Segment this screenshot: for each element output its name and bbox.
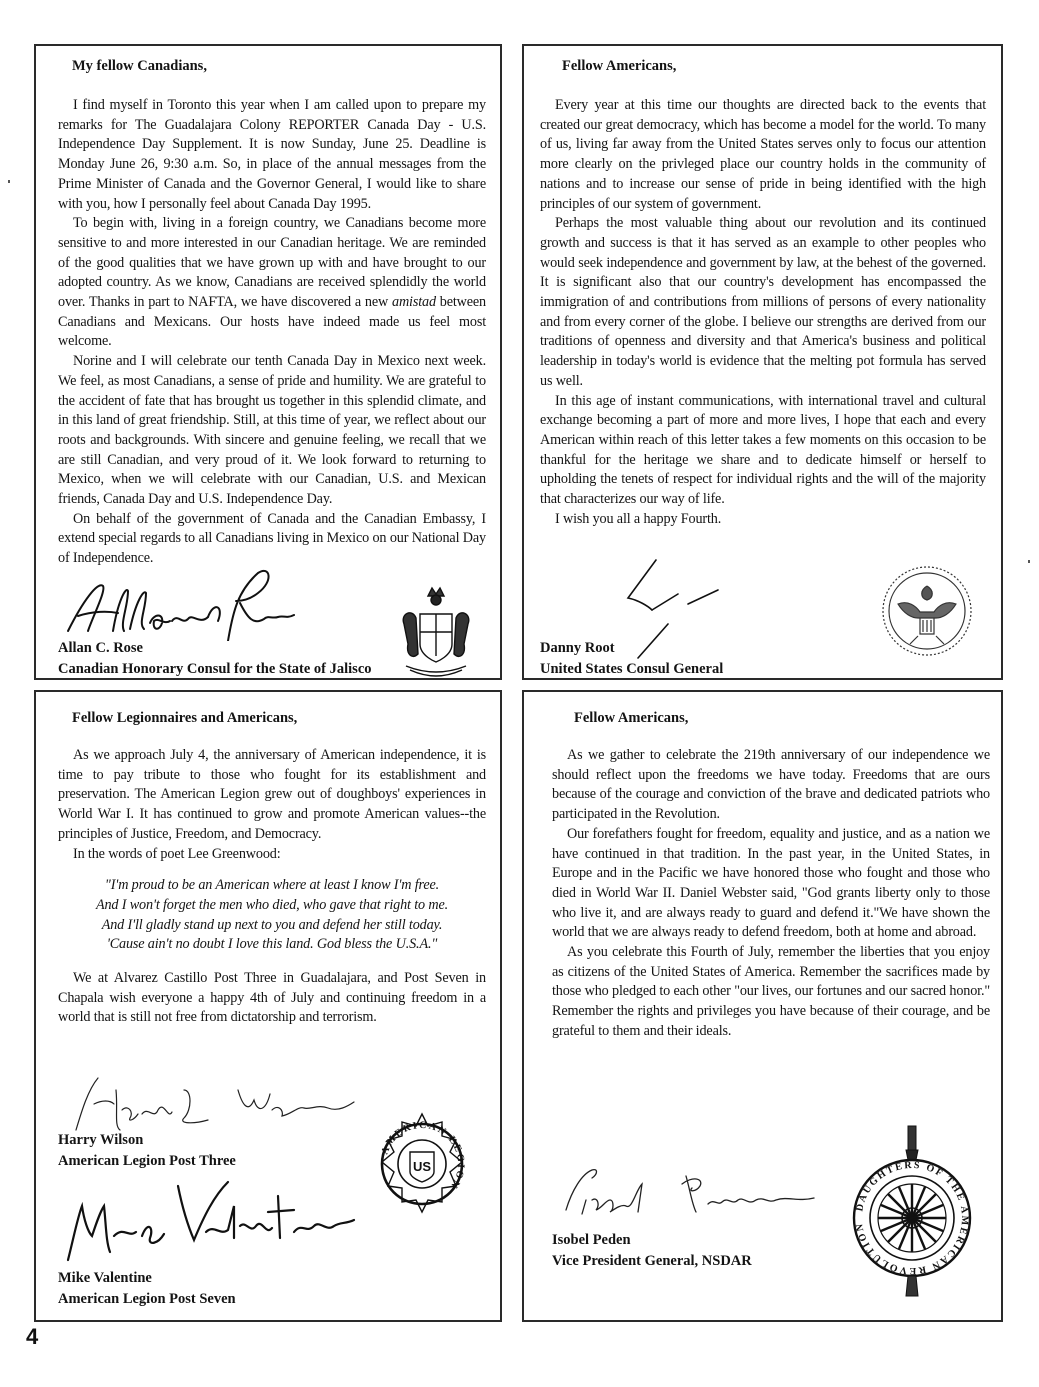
dar-signer-title: Vice President General, NSDAR [552, 1253, 752, 1269]
legion-salutation: Fellow Legionnaires and Americans, [72, 710, 298, 726]
canada-letter-box [34, 44, 502, 680]
usa-letter-body [540, 96, 986, 529]
poem-line: And I'll gladly stand up next to you and defend her still today. [101, 916, 443, 933]
canada-paragraph: Norine and I will celebrate our tenth Canada Day in Mexico next week. We feel, as most Canadians, a sense of pride and humility. We are grateful to the accident of fate that has brought us together in this splendid climate, and in this land of great friendship. Still, at this time of year, we reflect about our roots and backgrounds. With sincere and genuine feeling, we recall that we are still Canadian, and very proud of it. We look forward to returning to Mexico, when we will celebrate with our Canadian, U.S. and Mexican friends, Canada Day and U.S. Independence Day. [58, 353, 486, 508]
legion-signer1-block [58, 1130, 236, 1172]
legion-seal-center-text: US [412, 1159, 432, 1174]
dar-signer-block [552, 1230, 752, 1272]
mike-valentine-signature [58, 1176, 358, 1268]
american-legion-letter-box [34, 690, 502, 1322]
usa-signer-title: United States Consul General [540, 661, 724, 677]
dar-seal-ring-text: DAUGHTERS OF THE AMERICAN REVOLUTION [854, 1159, 971, 1277]
dar-paragraph: As we gather to celebrate the 219th anniversary of our independence we should reflect upon the freedoms we have today. Freedoms that are ours because of the courage and conviction of the brave and dedicated patriots who participated in the Revolution. [552, 747, 990, 823]
amistad-emphasis: amistad [392, 294, 436, 311]
canada-signer-title: Canadian Honorary Consul for the State of Jalisco [58, 661, 372, 677]
dar-insignia-icon [846, 1124, 978, 1298]
dar-paragraph: As you celebrate this Fourth of July, remember the liberties that you enjoy as citizens of the United States of America. Remember the sacrifices made by those who pledged to each other "our lives, our fortunes and our sacred honor." Remember the rights and privileges you have because of their courage, and be grateful to them and their ideals. [552, 944, 990, 1039]
legion-paragraph: In the words of poet Lee Greenwood: [73, 845, 281, 862]
poem-line: 'Cause ain't no doubt I love this land. God bless the U.S.A." [106, 936, 438, 953]
allan-rose-signature [58, 561, 298, 641]
us-consul-letter-box [522, 44, 1003, 680]
dar-letter-body [552, 746, 990, 1042]
canada-paragraph: To begin with, living in a foreign country, we Canadians become more sensitive to and more interested in our Canadian heritage. We are reminded of the good qualities that we have grown up with and have brought to our adopted country. As we know, Canadians are received splendidly the world over. Thanks in part to NAFTA, we have discovered a new amistad between Canadians and Mexicans. Our hosts have indeed made us feel most welcome. [58, 215, 486, 350]
dar-letter-box [522, 690, 1003, 1322]
usa-paragraph: In this age of instant communications, with international travel and cultural exchange becoming a part of more and more lives, I hope that each and every American within reach of this letter takes a few moments on this occasion to be thankful for the heritage we share and to dedicate himself or herself to upholding the tenets of respect for individual rights and the will of the majority that characterizes our way of life. [540, 392, 986, 508]
legion-signer2-block [58, 1268, 236, 1310]
dar-signer-name: Isobel Peden [552, 1232, 631, 1248]
great-seal-icon [880, 564, 974, 658]
dar-paragraph: Our forefathers fought for freedom, equality and justice, and as a nation we have continued in that tradition. In the past year, in the United States, in Europe and in the Pacific we have honored those who fought and those who died in World War II. Daniel Webster said, "God grants liberty only to those who live it, and are always ready to guard and defend it."We have shown the world that we are always ready to defend freedom, both at home and abroad. [552, 825, 990, 941]
usa-salutation: Fellow Americans, [562, 58, 677, 74]
legion-paragraph: As we approach July 4, the anniversary of American independence, it is time to pay tribute to those who fought for its establishment and preservation. The American Legion grew out of doughboys' experiences in World War I. It has continued to grow and promote American values--the principles of Justice, Freedom, and Democracy. [58, 747, 486, 842]
dar-salutation: Fellow Americans, [574, 710, 689, 726]
poem-line: And I won't forget the men who died, who gave that right to me. [95, 896, 449, 913]
usa-paragraph: Every year at this time our thoughts are directed back to the events that created our great democracy, which has become a model for the world. To many of us, living far away from the United States serves only to focus our attention more clearly on the privleged place our country holds in the community of nations and to increase our sense of pride in being identified with the high principles of our system of government. [540, 97, 986, 212]
legion-closing: We at Alvarez Castillo Post Three in Guadalajara, and Post Seven in Chapala wish everyone a happy 4th of July and continuing freedom in a world that is still not free from dictatorship and terrorism. [58, 970, 486, 1026]
usa-paragraph: I wish you all a happy Fourth. [555, 510, 722, 527]
legion-signer2-name: Mike Valentine [58, 1270, 152, 1286]
canada-signer-block [58, 638, 372, 680]
legion-seal-ring-text: AMERICAN LEGION [379, 1119, 467, 1192]
legion-signer1-title: American Legion Post Three [58, 1153, 236, 1169]
canada-paragraph: I find myself in Toronto this year when I am called upon to prepare my remarks for The Guadalajara Colony REPORTER Canada Day - U.S. Independence Day Supplement. It is now Sunday, June 25. Deadline is Monday June 26, 9:30 a.m. So, in place of the annual messages from the Prime Minister of Canada and the Governor General, I would like to share with you, how I personally feel about Canada Day 1995. [58, 97, 486, 212]
svg-text:AMERICAN LEGION [379, 1120, 466, 1192]
usa-paragraph: Perhaps the most valuable thing about our revolution and its continued growth and success is that it has served as an example to other peoples who would seek independence and government by law, at the behest of the governed. It is significant also that our country's development has encompassed the immigration of and contributions from millions of persons of every nationality and from every corner of the globe. I believe our strengths are derived from our traditions of openness and diversity and that America's business and political leadership in today's world is evidence that the melting pot formula has served us well. [540, 215, 986, 389]
american-legion-emblem-icon [370, 1112, 474, 1216]
scan-mark [8, 180, 10, 183]
legion-signer2-title: American Legion Post Seven [58, 1291, 236, 1307]
poem-line: "I'm proud to be an American where at least I know I'm free. [104, 877, 440, 894]
canada-letter-body [58, 96, 486, 569]
canada-coat-of-arms-icon [396, 584, 476, 678]
scan-mark [1028, 560, 1030, 563]
canada-paragraph: On behalf of the government of Canada and the Canadian Embassy, I extend special regards to all Canadians living in Mexico on our National Day of Independence. [58, 510, 486, 567]
canada-signer-name: Allan C. Rose [58, 640, 143, 656]
harry-wilson-signature [58, 1060, 358, 1136]
canada-salutation: My fellow Canadians, [72, 58, 207, 74]
greenwood-poem [58, 876, 486, 955]
page-number: 4 [26, 1324, 39, 1349]
legion-signer1-name: Harry Wilson [58, 1132, 144, 1148]
usa-signer-block [540, 638, 723, 680]
legion-letter-body [58, 746, 486, 1028]
isobel-peden-signature [552, 1160, 832, 1220]
usa-signer-name: Danny Root [540, 640, 615, 656]
